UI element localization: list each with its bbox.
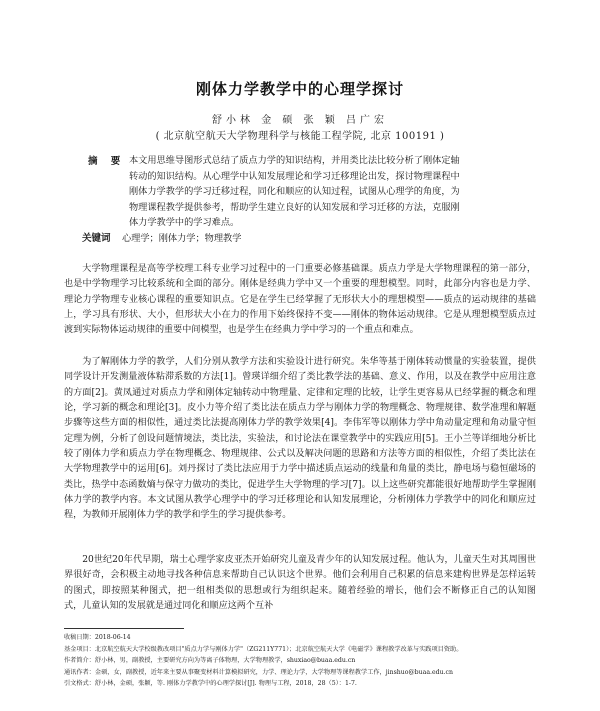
keywords-text: 心理学；刚体力学；物理教学 <box>122 233 242 244</box>
abstract-line: 本文用思维导图形式总结了质点力学的知识结构，并用类比法比较分析了刚体定轴 <box>129 155 460 166</box>
author-list: 舒小林 金 硕 张 颖 吕广宏 <box>212 115 388 126</box>
footnote-received: 收稿日期：2018-06-14 <box>64 634 131 641</box>
abstract-line: 刚体力学教学的学习迁移过程，同化和顺应的认知过程，试图从心理学的角度，为 <box>129 186 460 198</box>
body-paragraph-2: 为了解刚体力学的教学，人们分别从教学方法和实验设计进行研究。朱华等基于刚体转动惯量的实验装置，提供同学设计开发测量液体粘滞系数的方法[1]。曾瑛详细介绍了类比教学法的基础、意义、作用，以及在教学中应用注意的方面[2]。黄凤通过对质点力学和刚体定轴转动中物理量、定律和定理的比较，让学生更容易从已经掌握的概念和理论，学习新的概念和理论[3]。皮小力等介绍了类比法在质点力学与刚体力学的物理概念、物理规律、数学准理和解题步骤等这些方面的相似性，通过类比法提高刚体力学的教学效果[4]。李伟军等以刚体力学中角动量定理和角动量守恒定理为例，分析了创设问题情境法，类比法，实验法，和讨论法在课堂教学中的实践应用[5]。王小兰等详细地分析比较了刚体力学和质点力学在物理概念、物理规律、公式以及解决问题的思路和方法等方面的相似性，介绍了类比法在大学物理教学中的运用[6]。刘丹探讨了类比法应用于力学中描述质点运动的线量和角量的类比，静电场与稳恒磁场的类比，热学中态函数熵与保守力做功的类比，促进学生大学物理的学习[7]。以上这些研究都能很好地帮助学生掌握刚体力学的教学内容。本文试图从教学心理学中的学习迁移理论和认知发展理论，分析刚体力学教学中的同化和顺应过程，为教师开展刚体力学的教学和学生的学习提供参考。 <box>64 357 536 521</box>
footnote-corresponding: 通讯作者：金硕，女，副教授，近年来主要从事聚变材料计算模拟研究，力学、理论力学，大学物理等课程教学工作，jinshuo@buaa.edu.cn <box>64 668 454 676</box>
abstract-label: 摘 要 <box>88 156 126 167</box>
body-paragraph-1: 大学物理课程是高等学校理工科专业学习过程中的一门重要必修基础课。质点力学是大学物理课程的第一部分，也是中学物理学习比较系统和全面的部分。刚体是经典力学中又一个重要的理想模型。同时，此部分内容也是力学、理论力学物理专业核心课程的重要知识点。它是在学生已经掌握了无形状大小的理想模型——质点的运动规律的基础上，学习具有形状、大小，但形状大小在力的作用下始终保持不变——刚体的物体运动规律。它是从理想模型质点过渡到实际物体运动规律的重要中间模型，也是学生在经典力学中学习的一个重点和难点。 <box>64 264 536 336</box>
footnote-divider <box>64 628 184 629</box>
abstract-text <box>129 153 520 231</box>
article-title: 刚体力学教学中的心理学探讨 <box>195 80 404 98</box>
abstract-line: 物理课程教学提供参考，帮助学生建立良好的认知发展和学习迁移的方法，克服刚 <box>129 201 460 213</box>
abstract-line: 体力学教学中的学习难点。 <box>129 217 240 229</box>
body-paragraph-3: 20世纪20年代早期，瑞士心理学家皮亚杰开始研究儿童及青少年的认知发展过程。他认为，儿童天生对其周围世界很好奇，会积极主动地寻找各种信息来帮助自己认识这个世界。他们会利用自己积累的信息来建构世界是怎样运转的图式，即按照某种图式，把一组相类似的思想或行为组织起来。随着经验的增长，他们会不断修正自己的认知图式，儿童认知的发展就是通过同化和顺应这两个互补 <box>64 555 536 612</box>
footnote-citation: 引文格式：舒小林，金硕，张颖，等. 刚体力学教学中的心理学探讨[J]. 物理与工程，2018，28（5）：1-7. <box>64 680 357 688</box>
footnote-funding: 基金项目：北京航空航天大学校级教改项目"质点力学与刚体力学"（ZG211Y771）；北京航空航天大学《电磁学》课程教学改革与实践项目资助。 <box>64 645 463 653</box>
footnote-author: 作者简介：舒小林，男，副教授，主要研究方向为等离子体物理，大学物理教学，shuxiao@buaa.edu.cn <box>64 657 356 665</box>
keywords-label: 关键词 <box>82 233 111 244</box>
author-affiliation: ( 北京航空航天大学物理科学与核能工程学院, 北京 100191 ) <box>155 131 445 142</box>
abstract-line: 转动的知识结构。从心理学中认知发展理论和学习迁移理论出发，探讨物理课程中 <box>129 170 460 182</box>
footnotes <box>64 632 536 690</box>
